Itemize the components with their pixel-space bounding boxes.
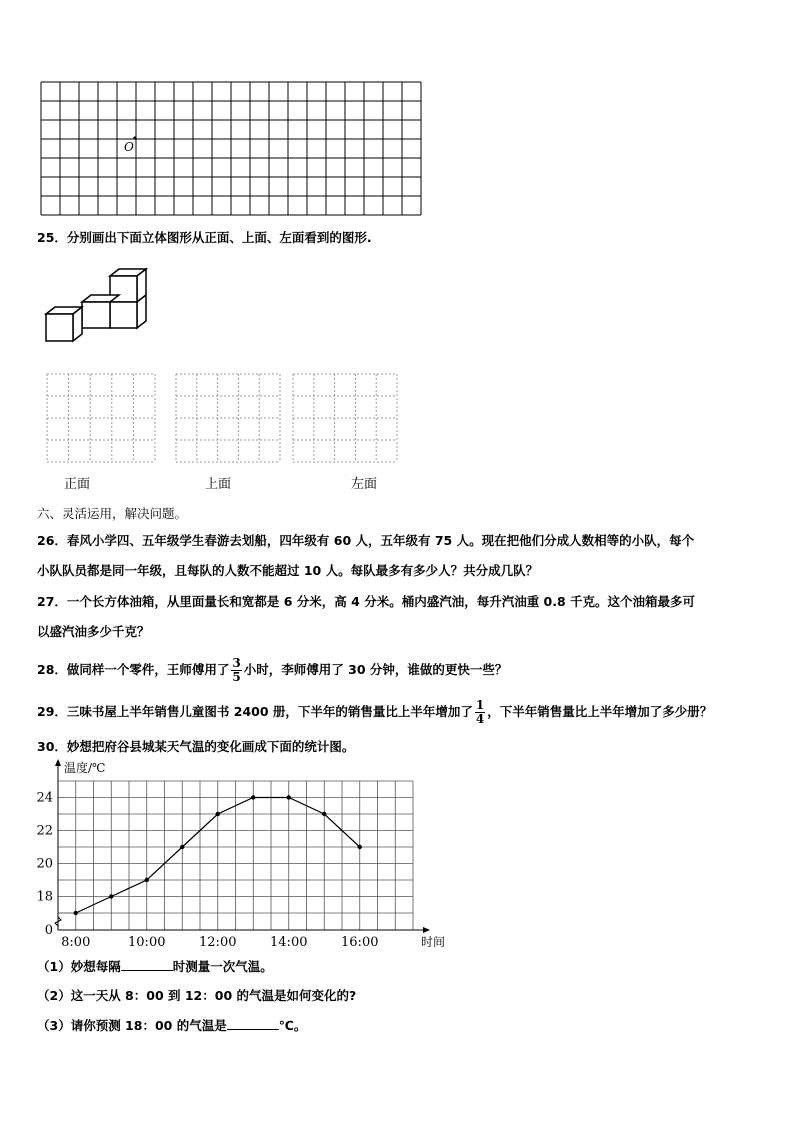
- y-tick-label: 22: [36, 823, 53, 839]
- sub3-text: （3）请你预测 18：00 的气温是: [37, 1018, 227, 1033]
- question-28-text-end: 小时，李师傅用了 30 分钟，谁做的更快一些？: [243, 662, 508, 677]
- x-tick-label: 16:00: [341, 935, 379, 950]
- temperature-line-chart: [36, 758, 446, 950]
- sub3-text-end: ℃。: [278, 1018, 307, 1033]
- left-view-grid[interactable]: [292, 373, 398, 463]
- y-tick-label: 24: [36, 790, 53, 806]
- data-point: [251, 795, 255, 799]
- question-29-text-end: ，下半年销售量比上半年增加了多少册？: [487, 704, 713, 719]
- data-point: [180, 845, 184, 849]
- question-28-text: 28．做同样一个零件，王师傅用了: [37, 662, 230, 677]
- question-27-line1: 27．一个长方体油箱，从里面量长和宽都是 6 分米，高 4 分米。桶内盛汽油，每升汽油重 0.8 千克。这个油箱最多可: [37, 594, 696, 609]
- question-26-line2: 小队队员都是同一年级，且每队的人数不能超过 10 人。每队最多有多少人？共分成几队？: [37, 563, 539, 578]
- y-tick-label: 18: [36, 889, 53, 905]
- origin-point: [133, 136, 136, 139]
- x-tick-label: 10:00: [128, 935, 166, 950]
- data-point: [74, 911, 78, 915]
- x-tick-label: 12:00: [199, 935, 237, 950]
- x-axis-arrow: [423, 927, 430, 933]
- question-29-text: 29．三味书屋上半年销售儿童图书 2400 册，下半年的销售量比上半年增加了: [37, 704, 473, 719]
- data-point: [322, 812, 326, 816]
- y-tick-label: 20: [36, 856, 53, 872]
- data-point: [109, 894, 113, 898]
- x-tick-label: 8:00: [61, 935, 91, 950]
- y-axis-arrow: [55, 759, 61, 766]
- coordinate-grid: [40, 81, 422, 218]
- left-view-label: 左面: [351, 477, 378, 492]
- question-30: 30．妙想把府谷县城某天气温的变化画成下面的统计图。: [37, 739, 355, 754]
- question-30-sub2: （2）这一天从 8：00 到 12：00 的气温是如何变化的?: [37, 988, 357, 1003]
- fraction-numerator: 3: [232, 656, 241, 670]
- cube-figure: [40, 266, 152, 344]
- x-axis-label: 时间: [421, 935, 446, 949]
- question-25: 25．分别画出下面立体图形从正面、上面、左面看到的图形.: [37, 230, 372, 245]
- fraction-three-fifths: [231, 657, 241, 684]
- front-view-label: 正面: [64, 477, 91, 492]
- section-heading: 六、灵活运用，解决问题。: [37, 506, 188, 521]
- data-point: [287, 795, 291, 799]
- question-28: [37, 655, 507, 685]
- answer-blank-2[interactable]: [227, 1017, 279, 1030]
- fraction-numerator: 1: [475, 698, 485, 712]
- top-view-label: 上面: [205, 477, 232, 492]
- data-point: [216, 812, 220, 816]
- front-view-grid[interactable]: [46, 373, 156, 463]
- question-29: [37, 697, 712, 727]
- fraction-denominator: 4: [475, 712, 485, 726]
- sub1-text: （1）妙想每隔: [37, 959, 121, 974]
- data-point: [358, 845, 362, 849]
- data-point: [145, 878, 149, 882]
- answer-blank-1[interactable]: [121, 958, 173, 971]
- origin-label: O: [124, 140, 134, 154]
- fraction-one-quarter: [475, 699, 485, 726]
- question-27-line2: 以盛汽油多少千克？: [37, 624, 150, 639]
- question-30-sub1: [37, 958, 273, 976]
- sub1-text-end: 时测量一次气温。: [172, 959, 273, 974]
- fraction-denominator: 5: [232, 670, 241, 684]
- y-tick-label: 0: [44, 923, 53, 938]
- x-tick-label: 14:00: [270, 935, 308, 950]
- question-30-sub3: [37, 1017, 306, 1035]
- question-26-line1: 26．春风小学四、五年级学生春游去划船，四年级有 60 人，五年级有 75 人。现在把他们分成人数相等的小队，每个: [37, 533, 695, 548]
- top-view-grid[interactable]: [175, 373, 281, 463]
- y-axis-label: 温度/℃: [64, 761, 106, 775]
